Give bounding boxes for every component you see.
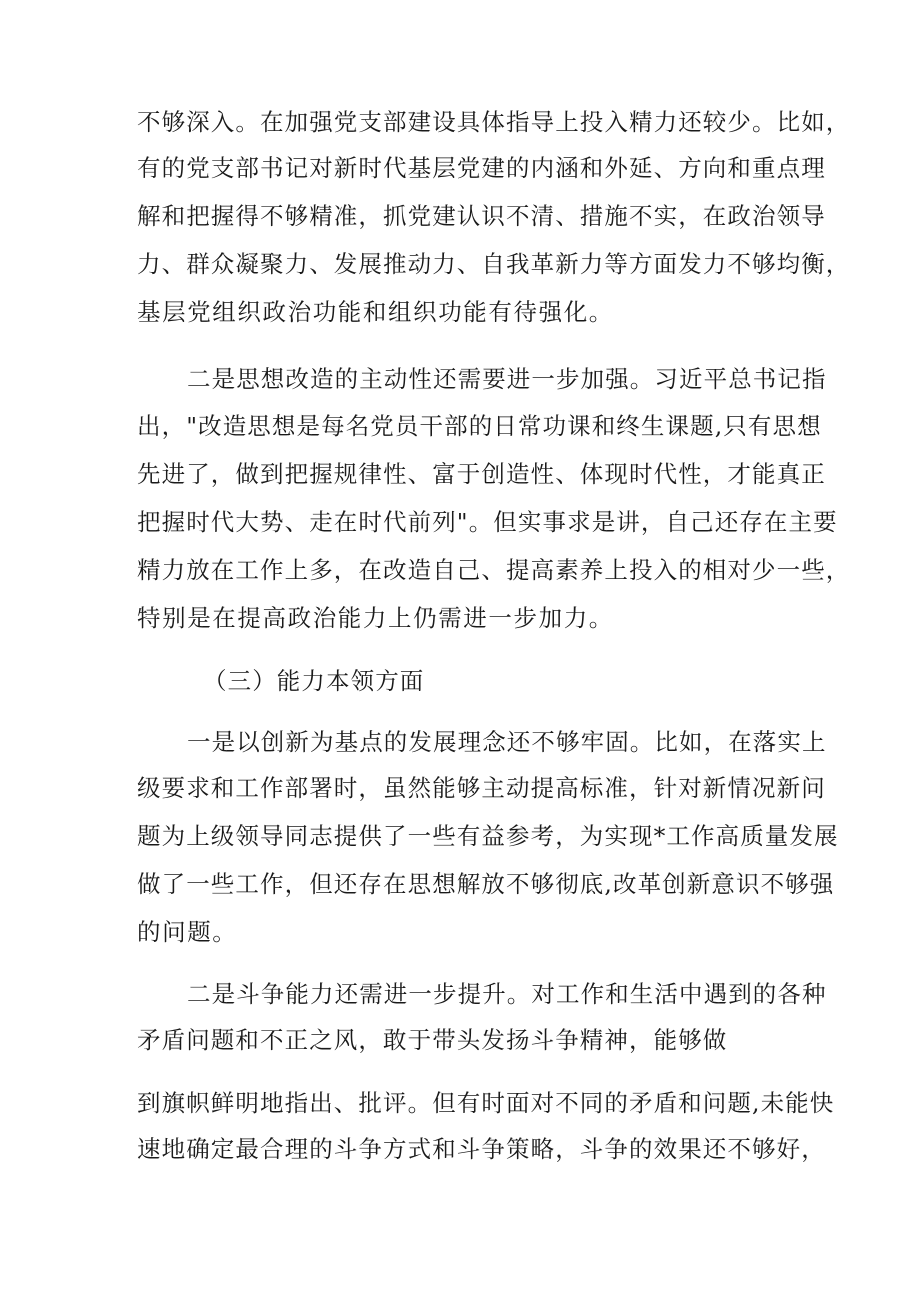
- text-line: 做了一些工作，但还存在思想解放不够彻底,改革创新意识不够强: [137, 870, 835, 898]
- text-line: 出，"改造思想是每名党员干部的日常功课和终生课题,只有思想: [137, 412, 822, 440]
- text-line: 有的党支部书记对新时代基层党建的内涵和外延、方向和重点理: [137, 154, 826, 182]
- text-line: 解和把握得不够精准，抓党建认识不清、措施不实，在政治领导: [137, 202, 826, 230]
- paragraph-start: 一是以创新为基点的发展理念还不够牢固。比如，在落实上: [187, 728, 827, 756]
- text-line: 的问题。: [137, 918, 238, 946]
- text-line: 矛盾问题和不正之风，敢于带头发扬斗争精神，能够做: [137, 1026, 728, 1054]
- text-line: 先进了，做到把握规律性、富于创造性、体现时代性，才能真正: [137, 460, 826, 488]
- text-line: 把握时代大势、走在时代前列"。但实事求是讲，自己还存在主要: [137, 508, 838, 536]
- text-line: 基层党组织政治功能和组织功能有待强化。: [137, 298, 614, 326]
- section-heading: （三）能力本领方面: [203, 667, 425, 695]
- paragraph-start: 二是斗争能力还需进一步提升。对工作和生活中遇到的各种: [187, 980, 827, 1008]
- text-line: 不够深入。在加强党支部建设具体指导上投入精力还较少。比如，: [137, 108, 851, 136]
- text-line: 特别是在提高政治能力上仍需进一步加力。: [137, 604, 614, 632]
- text-line: 速地确定最合理的斗争方式和斗争策略，斗争的效果还不够好，: [137, 1135, 826, 1163]
- text-line: 精力放在工作上多，在改造自己、提高素养上投入的相对少一些，: [137, 556, 851, 584]
- text-line: 题为上级领导同志提供了一些有益参考，为实现*工作高质量发展: [137, 822, 839, 850]
- text-line: 到旗帜鲜明地指出、批评。但有时面对不同的矛盾和问题,未能快: [137, 1089, 835, 1117]
- paragraph-start: 二是思想改造的主动性还需要进一步加强。习近平总书记指: [187, 365, 827, 393]
- text-line: 力、群众凝聚力、发展推动力、自我革新力等方面发力不够均衡，: [137, 250, 851, 278]
- text-line: 级要求和工作部署时，虽然能够主动提高标准，针对新情况新问: [137, 774, 826, 802]
